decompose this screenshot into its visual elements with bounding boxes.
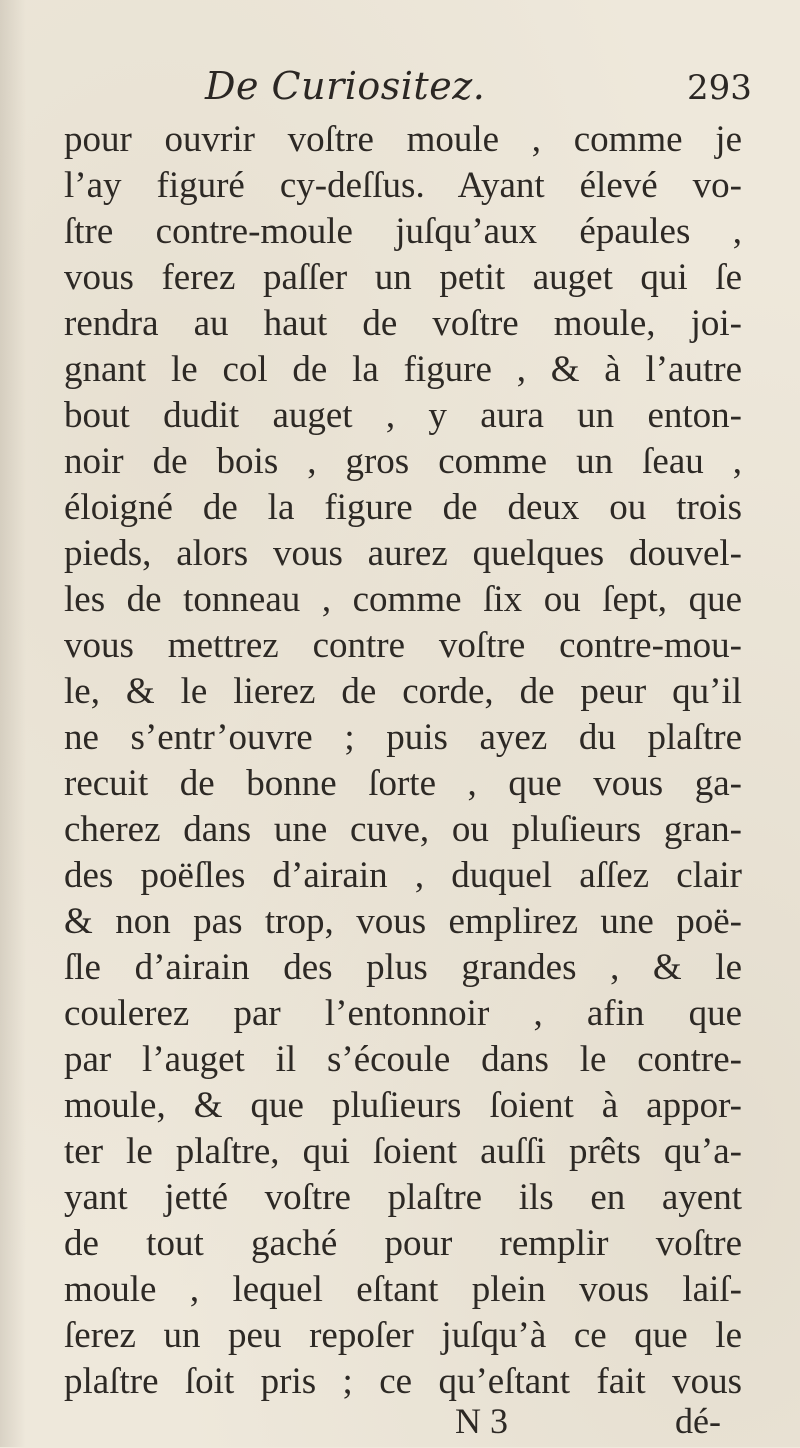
text-line: de tout gaché pour remplir voſtre: [64, 1223, 742, 1264]
text-line: ſtre contre-moule juſqu’aux épaules ,: [64, 211, 742, 252]
text-line: pour ouvrir voſtre moule , comme je: [64, 119, 742, 160]
text-line: yant jetté voſtre plaſtre ils en ayent: [64, 1177, 742, 1218]
text-line: & non pas trop, vous emplirez une poë-: [64, 901, 742, 942]
gutter-shadow: [0, 0, 26, 1447]
text-line: coulerez par l’entonnoir , afin que: [64, 993, 742, 1034]
page-footer: [0, 1400, 800, 1448]
text-line: recuit de bonne ſorte , que vous ga-: [64, 763, 742, 804]
signature-mark: N 3: [455, 1401, 508, 1441]
page-number: 293: [687, 68, 752, 108]
text-line: moule, & que pluſieurs ſoient à appor-: [64, 1085, 742, 1126]
catchword: dé-: [675, 1401, 721, 1441]
page-header: [0, 64, 800, 114]
text-line: par l’auget il s’écoule dans le contre-: [64, 1039, 742, 1080]
text-line: pieds, alors vous aurez quelques douvel-: [64, 533, 742, 574]
text-line: moule , lequel eſtant plein vous laiſ-: [64, 1269, 742, 1310]
text-line: ſle d’airain des plus grandes , & le: [64, 947, 742, 988]
text-line: cherez dans une cuve, ou pluſieurs gran-: [64, 809, 742, 850]
text-line: vous ferez paſſer un petit auget qui ſe: [64, 257, 742, 298]
text-line: noir de bois , gros comme un ſeau ,: [64, 441, 742, 482]
text-line: des poëſles d’airain , duquel aſſez clair: [64, 855, 742, 896]
text-line: rendra au haut de voſtre moule, joi-: [64, 303, 742, 344]
text-line: le, & le lierez de corde, de peur qu’il: [64, 671, 742, 712]
text-line: les de tonneau , comme ſix ou ſept, que: [64, 579, 742, 620]
text-line: ſerez un peu repoſer juſqu’à ce que le: [64, 1315, 742, 1356]
text-line: éloigné de la figure de deux ou trois: [64, 487, 742, 528]
text-line: plaſtre ſoit pris ; ce qu’eſtant fait vous: [64, 1361, 742, 1402]
running-title: De Curiositez.: [205, 64, 486, 108]
text-line: ter le plaſtre, qui ſoient auſſi prêts qu’a-: [64, 1131, 742, 1172]
text-line: ne s’entr’ouvre ; puis ayez du plaſtre: [64, 717, 742, 758]
text-line: vous mettrez contre voſtre contre-mou-: [64, 625, 742, 666]
text-line: gnant le col de la figure , & à l’autre: [64, 349, 742, 390]
text-line: l’ay figuré cy-deſſus. Ayant élevé vo-: [64, 165, 742, 206]
text-line: bout dudit auget , y aura un enton-: [64, 395, 742, 436]
